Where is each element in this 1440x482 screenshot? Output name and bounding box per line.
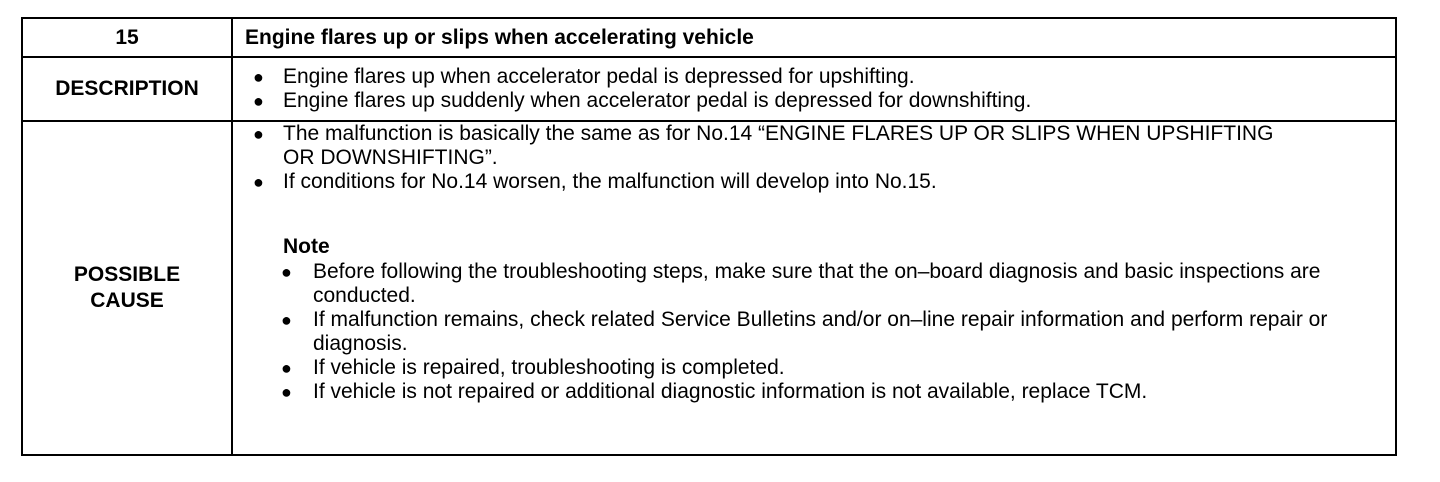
cause-list <box>233 122 1395 194</box>
bullet-icon: ● <box>281 358 292 378</box>
note-heading: Note <box>283 235 330 258</box>
symptom-title: Engine flares up or slips when accelerating vehicle <box>232 18 1396 57</box>
bullet-icon: ● <box>253 91 264 111</box>
possible-cause-label-line1: POSSIBLE <box>73 263 181 286</box>
description-row <box>22 57 1396 121</box>
bullet-icon: ● <box>253 124 264 144</box>
list-item <box>233 170 1305 194</box>
list-item <box>233 65 1395 89</box>
note-list <box>233 260 1395 404</box>
description-item-text: Engine flares up when accelerator pedal is depressed for upshifting. <box>283 65 915 88</box>
list-item <box>233 260 1395 308</box>
description-label: DESCRIPTION <box>22 57 232 121</box>
note-item-text: If vehicle is not repaired or additional diagnostic information is not available, replace TCM. <box>313 380 1148 403</box>
note-item-text: If malfunction remains, check related Service Bulletins and/or on–line repair information and perform repair or diagnosis. <box>313 308 1328 355</box>
note-item-text: If vehicle is repaired, troubleshooting is completed. <box>313 356 785 379</box>
cause-item-text: If conditions for No.14 worsen, the malfunction will develop into No.15. <box>283 170 937 193</box>
description-content <box>232 57 1396 121</box>
note-block <box>233 234 1395 404</box>
cause-item-text: The malfunction is basically the same as for No.14 “ENGINE FLARES UP OR SLIPS WHEN UPSHIFTING OR DOWNSHIFTING”. <box>283 122 1274 169</box>
possible-cause-label-line2: CAUSE <box>90 289 164 312</box>
description-item-text: Engine flares up suddenly when accelerator pedal is depressed for downshifting. <box>283 89 1032 112</box>
list-item <box>233 89 1395 113</box>
bullet-icon: ● <box>253 172 264 192</box>
possible-cause-row <box>22 121 1396 455</box>
possible-cause-content <box>232 121 1396 455</box>
list-item <box>233 122 1305 170</box>
note-item-text: Before following the troubleshooting steps, make sure that the on–board diagnosis and basic inspections are conducted. <box>313 260 1321 307</box>
list-item <box>233 356 1395 380</box>
bullet-icon: ● <box>281 310 292 330</box>
header-row <box>22 18 1396 57</box>
symptom-number: 15 <box>22 18 232 57</box>
troubleshooting-table <box>21 17 1397 456</box>
list-item <box>233 380 1395 404</box>
bullet-icon: ● <box>253 67 264 87</box>
bullet-icon: ● <box>281 262 292 282</box>
list-item <box>233 308 1395 356</box>
bullet-icon: ● <box>281 382 292 402</box>
possible-cause-label <box>22 121 232 455</box>
description-list <box>233 65 1395 113</box>
